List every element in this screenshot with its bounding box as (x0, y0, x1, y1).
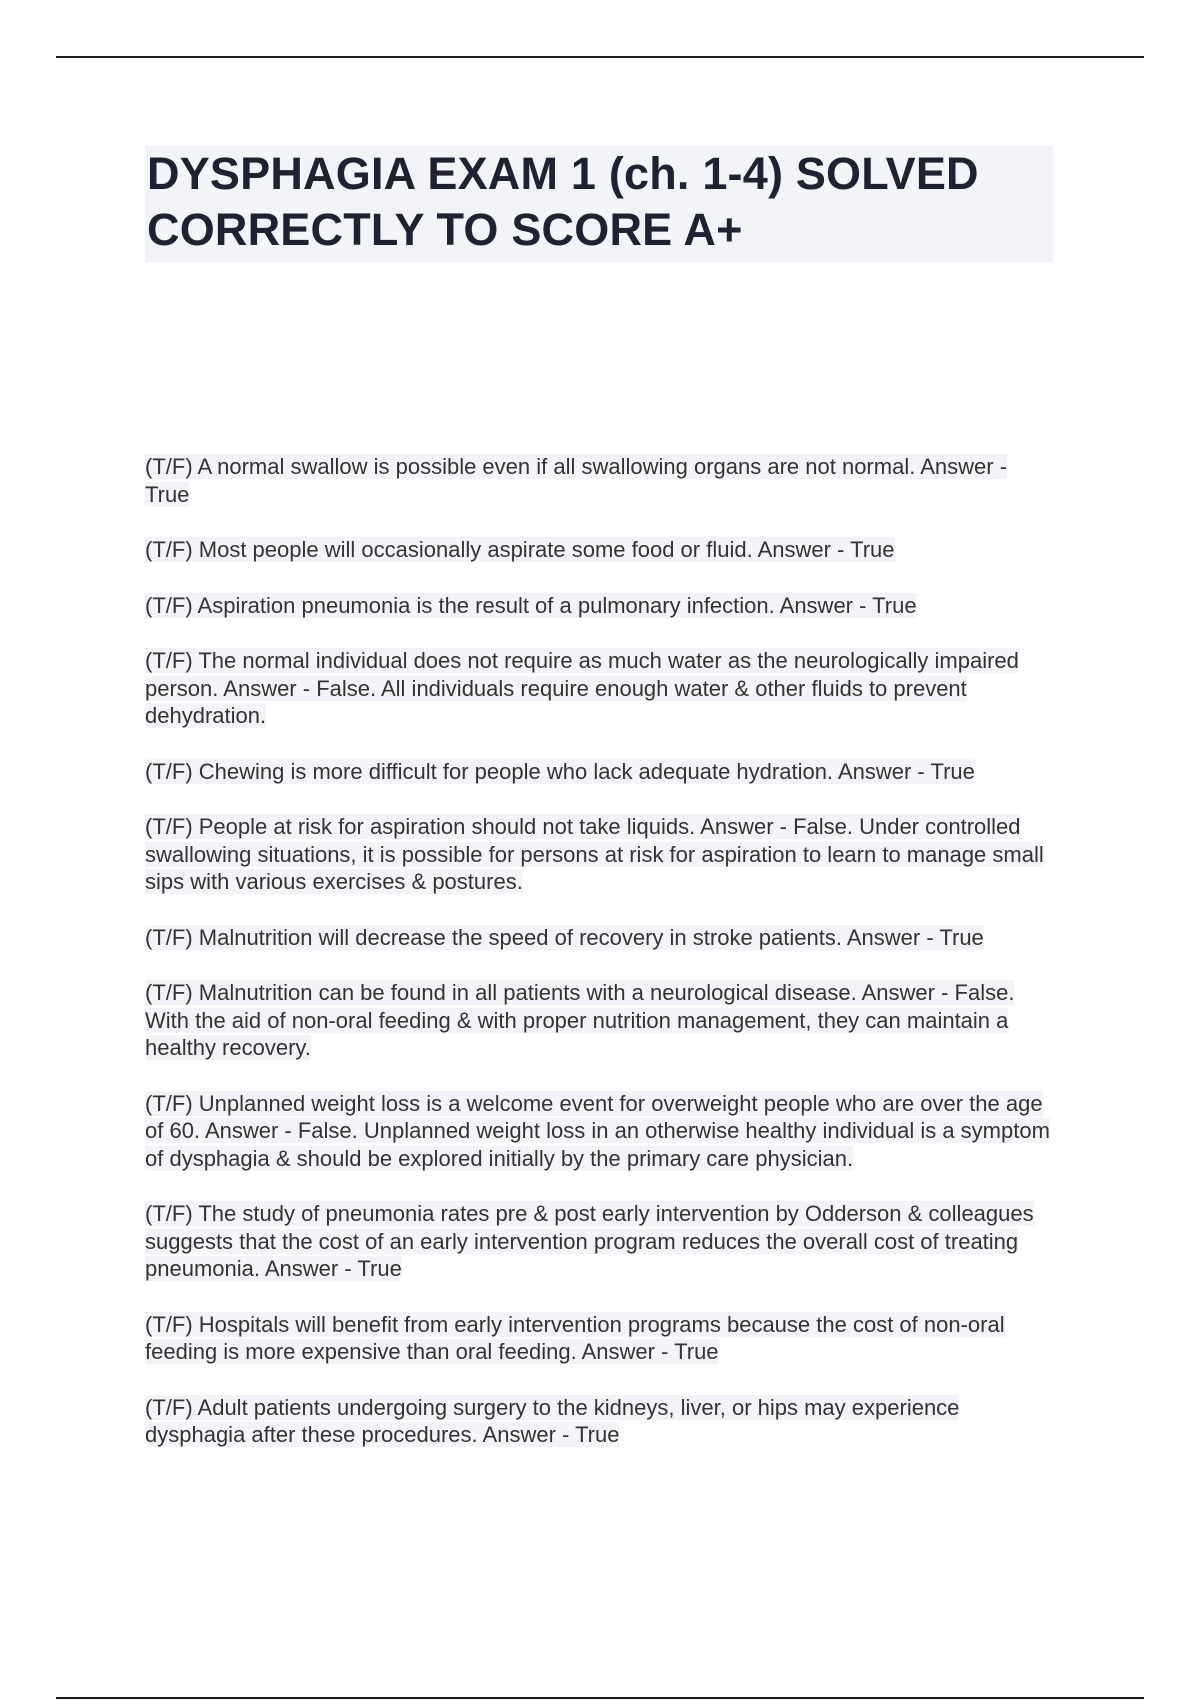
question-item (145, 924, 1050, 952)
question-text: (T/F) Unplanned weight loss is a welcome event for overweight people who are over the age of 60. Answer - False. Unplanned weight loss in an otherwise healthy individual is a symptom of dysphagia & should be explored initially by the primary care physician. (145, 1090, 1050, 1171)
question-text: (T/F) Adult patients undergoing surgery to the kidneys, liver, or hips may experience dysphagia after these procedures. Answer - True (145, 1394, 960, 1447)
question-item (145, 592, 1050, 620)
question-text: (T/F) The normal individual does not require as much water as the neurologically impaired person. Answer - False. All individuals require enough water & other fluids to prevent dehydration. (145, 648, 1019, 728)
question-text: (T/F) The study of pneumonia rates pre & post early intervention by Odderson & colleagues suggests that the cost of an early intervention program reduces the overall cost of treating pneumonia. Answer - True (145, 1201, 1034, 1281)
question-text: (T/F) People at risk for aspiration should not take liquids. Answer - False. Under controlled swallowing situations, it is possible for persons at risk for aspiration to learn to manage small sips with various exercises & postures. (145, 814, 1044, 894)
question-item (145, 979, 1050, 1062)
question-item (145, 536, 1050, 564)
title-block (145, 146, 1053, 262)
question-text: (T/F) Aspiration pneumonia is the result of a pulmonary infection. Answer - True (145, 592, 917, 618)
question-text: (T/F) Most people will occasionally aspirate some food or fluid. Answer - True (145, 537, 895, 562)
question-item (145, 1090, 1050, 1173)
question-text: (T/F) Hospitals will benefit from early intervention programs because the cost of non-oral feeding is more expensive than oral feeding. Answer - True (145, 1311, 1005, 1364)
question-item (145, 1200, 1050, 1283)
document-title: DYSPHAGIA EXAM 1 (ch. 1-4) SOLVED CORRECTLY TO SCORE A+ (147, 148, 979, 255)
question-item (145, 647, 1050, 730)
top-rule (56, 56, 1144, 58)
question-item (145, 758, 1050, 786)
bottom-rule (56, 1697, 1144, 1699)
question-item (145, 453, 1050, 508)
question-text: (T/F) A normal swallow is possible even if all swallowing organs are not normal. Answer - True (145, 454, 1008, 507)
question-item (145, 1311, 1050, 1366)
question-text: (T/F) Chewing is more difficult for people who lack adequate hydration. Answer - True (145, 758, 975, 784)
question-text: (T/F) Malnutrition can be found in all patients with a neurological disease. Answer - False. With the aid of non-oral feeding & with proper nutrition management, they can maintain a healthy recovery. (145, 980, 1015, 1060)
question-list (145, 453, 1050, 1477)
question-text: (T/F) Malnutrition will decrease the speed of recovery in stroke patients. Answer - True (145, 924, 984, 950)
question-item (145, 813, 1050, 896)
question-item (145, 1394, 1050, 1449)
